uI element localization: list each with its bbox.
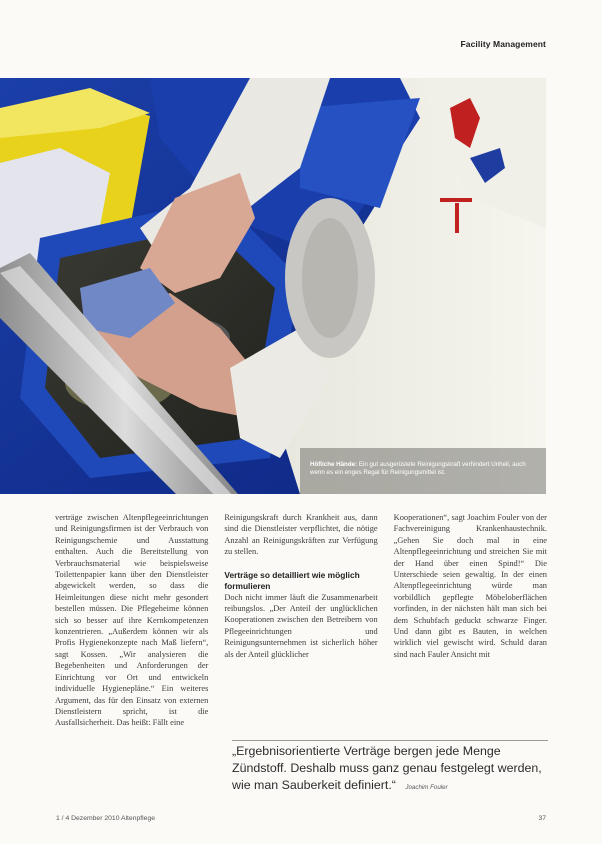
article-photo (0, 78, 546, 494)
column-1 (55, 512, 208, 729)
pull-quote-rule (232, 740, 548, 741)
column-2-intro: Reinigungskraft durch Krankheit aus, dann sind die Dienstleister verpflichtet, die nötige Anzahl an Reinigungskräften zur Verfügung zu stellen. (224, 513, 378, 557)
footer-issue: 1 / 4 Dezember 2010 Altenpflege (56, 815, 155, 822)
pull-quote-body (232, 743, 548, 796)
photo-caption (310, 461, 538, 478)
pull-quote (232, 740, 548, 816)
pull-quote-source: Joachim Fouler (405, 784, 448, 791)
column-1-text: verträge zwischen Altenpflegeeinrichtungen und Reinigungsfirmen ist der Verbrauch von Reinigungschemie und Ausstattung enthalten. Auch die Bereitstellung von Verbrauchsmaterial wie beispielsweise Toilettenpapier kann über den Dienstleister abgewickelt werden, so dass die Heimleitungen diese nicht mehr gesondert bestellen müssen. Die Pflegeheime können sich so besser auf ihre Kernkompetenzen konzentrieren. „Außerdem können wir als Profis Hygienekonzepte nach Maß liefern“, sagt Kossen. „Wir analysieren die Begebenheiten und Anforderungen der Einrichtung vor Ort und entwickeln individuelle Hygienepläne.“ Ein weiteres Argument, das für den Einsatz von externen Dienstleistern spricht, ist die Ausfallsicherheit. Das heißt: Fällt eine (55, 513, 209, 728)
article-body (55, 512, 547, 729)
caption-text: Ein gut ausgerüstete Reinigungskraft verhindert Unheil, auch wenn es ein enges Regal für Reinigungsmittel ist. (310, 461, 526, 477)
column-3-text: Kooperationen“, sagt Joachim Fouler von der Fachvereinigung Krankenhaustechnik. „Gehen Sie doch mal in eine Altenpflegeeinrichtung und streichen Sie mit der Hand über einen Spind!“ Die Unterschiede seien gewaltig. In der einen Altenpflegeeinrichtung würde man vorbildlich gepflegte Möbeloberflächen vorfinden, in der nächsten hält man sich bei dem Schubfach geduckt schwarze Finger. Und dann gibt es Bauten, in welchen wirklich viel gewischt wird. Schuld daran sind nach Fauler Ansicht mit (393, 513, 547, 659)
subheading: Verträge so detailliert wie möglich formulieren (224, 569, 360, 591)
caption-lead: Höfliche Hände: (310, 461, 358, 468)
page-number: 37 (538, 815, 546, 822)
section-rubric: Facility Management (460, 39, 546, 49)
pull-quote-text: „Ergebnisorientierte Verträge bergen jede Menge Zündstoff. Deshalb muss ganz genau festgelegt werden, wie man Sauberkeit definiert.“ (232, 744, 542, 792)
column-2 (224, 512, 377, 729)
cleaning-cart-photo (0, 78, 546, 494)
column-3 (394, 512, 547, 729)
column-2-body: Doch nicht immer läuft die Zusammenarbeit reibungslos. „Der Anteil der unglücklichen Kooperationen zwischen den Betreibern von Pflegeeinrichtungen und Reinigungsunternehmen ist sicherlich höher als der Anteil glücklicher (224, 592, 378, 659)
